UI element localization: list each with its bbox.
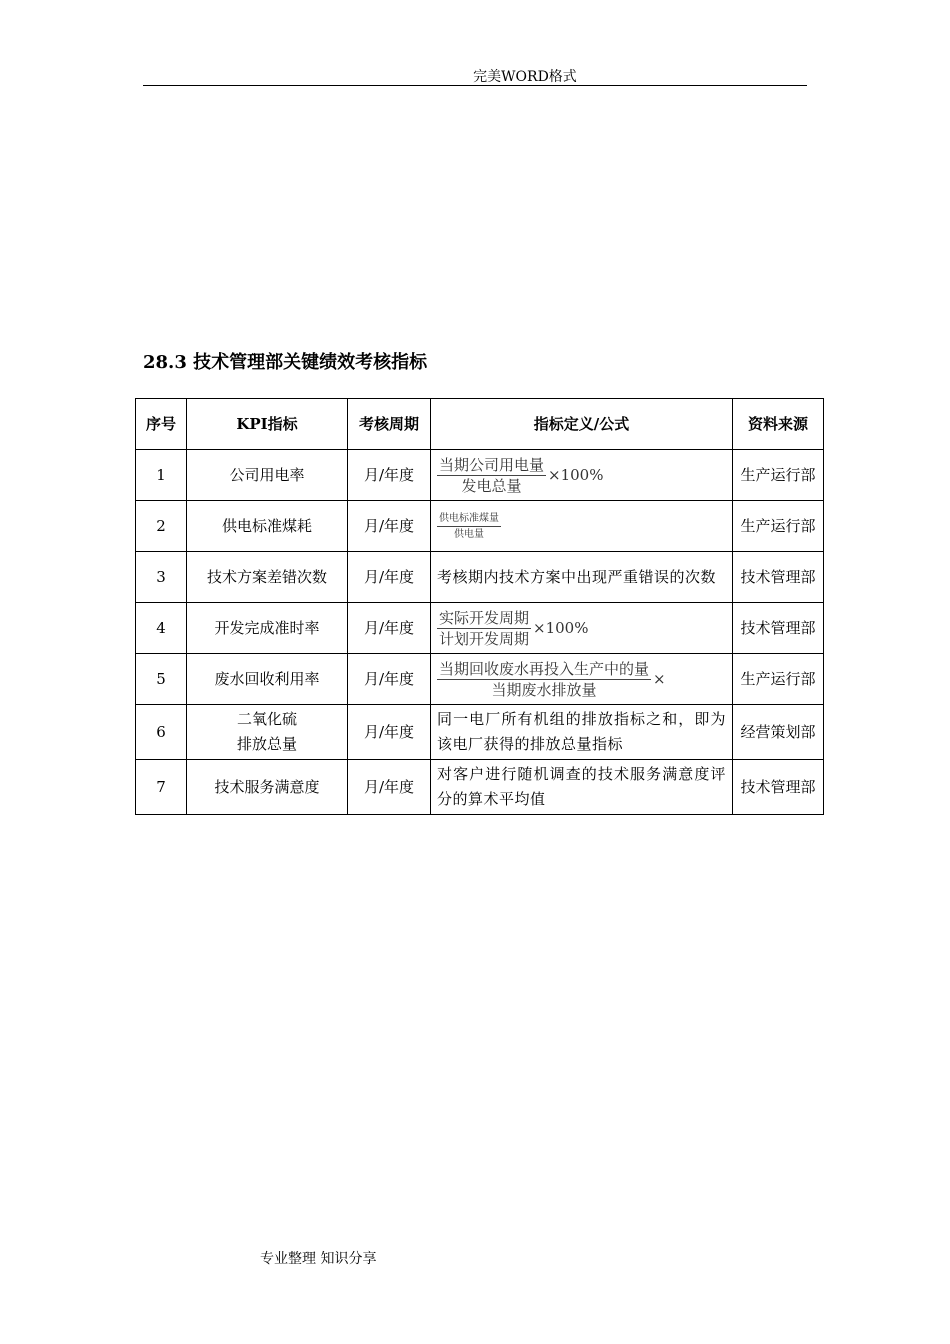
formula-denominator: 计划开发周期 <box>439 629 530 648</box>
formula-suffix: × <box>653 669 666 688</box>
row-formula <box>431 450 733 501</box>
table-row <box>136 552 824 603</box>
row-source: 经营策划部 <box>733 705 824 760</box>
column-header-kpi: KPI指标 <box>187 399 348 450</box>
table-row <box>136 450 824 501</box>
formula-numerator: 当期回收废水再投入生产中的量 <box>439 659 650 678</box>
page-footer: 专业整理 知识分享 <box>260 1251 377 1267</box>
row-no: 4 <box>136 603 187 654</box>
row-period: 月/年度 <box>348 552 431 603</box>
row-no: 7 <box>136 760 187 815</box>
row-no: 3 <box>136 552 187 603</box>
row-formula <box>431 501 733 552</box>
column-header-definition: 指标定义/公式 <box>431 399 733 450</box>
row-formula <box>431 603 733 654</box>
table-row <box>136 501 824 552</box>
row-kpi: 技术方案差错次数 <box>187 552 348 603</box>
row-no: 6 <box>136 705 187 760</box>
row-kpi <box>187 705 348 760</box>
row-source: 生产运行部 <box>733 501 824 552</box>
table-header-row <box>136 399 824 450</box>
row-definition: 对客户进行随机调查的技术服务满意度评分的算术平均值 <box>431 760 733 815</box>
row-definition: 考核期内技术方案中出现严重错误的次数 <box>431 552 733 603</box>
formula-fraction <box>437 659 651 700</box>
row-period: 月/年度 <box>348 501 431 552</box>
formula-numerator: 当期公司用电量 <box>439 455 545 474</box>
row-definition: 同一电厂所有机组的排放指标之和，即为该电厂获得的排放总量指标 <box>431 705 733 760</box>
column-header-no: 序号 <box>136 399 187 450</box>
column-header-source: 资料来源 <box>733 399 824 450</box>
row-kpi: 开发完成准时率 <box>187 603 348 654</box>
column-header-period: 考核周期 <box>348 399 431 450</box>
row-formula <box>431 654 733 705</box>
formula-denominator: 当期废水排放量 <box>491 680 597 699</box>
row-source: 技术管理部 <box>733 552 824 603</box>
formula-suffix: ×100% <box>533 618 589 637</box>
row-source: 技术管理部 <box>733 603 824 654</box>
formula-fraction <box>437 608 531 649</box>
table-row <box>136 705 824 760</box>
formula-fraction <box>437 455 546 496</box>
kpi-table <box>135 398 824 815</box>
row-kpi: 公司用电率 <box>187 450 348 501</box>
row-period: 月/年度 <box>348 705 431 760</box>
section-title: 28.3 技术管理部关键绩效考核指标 <box>143 352 428 373</box>
formula-fraction <box>437 511 501 542</box>
row-no: 5 <box>136 654 187 705</box>
row-period: 月/年度 <box>348 450 431 501</box>
row-kpi: 供电标准煤耗 <box>187 501 348 552</box>
formula-denominator: 供电量 <box>454 528 484 540</box>
header-rule <box>143 85 807 86</box>
row-kpi: 废水回收利用率 <box>187 654 348 705</box>
formula-suffix: ×100% <box>548 465 604 484</box>
row-no: 2 <box>136 501 187 552</box>
table-row <box>136 760 824 815</box>
formula-numerator: 供电标准煤量 <box>437 511 501 527</box>
row-kpi-line1: 二氧化硫 <box>236 710 297 728</box>
row-period: 月/年度 <box>348 603 431 654</box>
page-header: 完美WORD格式 <box>473 69 577 85</box>
row-kpi-line2: 排放总量 <box>236 735 297 753</box>
row-source: 技术管理部 <box>733 760 824 815</box>
formula-denominator: 发电总量 <box>461 476 522 495</box>
formula-numerator: 实际开发周期 <box>439 608 530 627</box>
row-no: 1 <box>136 450 187 501</box>
row-period: 月/年度 <box>348 654 431 705</box>
table-row <box>136 654 824 705</box>
table-row <box>136 603 824 654</box>
row-source: 生产运行部 <box>733 654 824 705</box>
row-kpi: 技术服务满意度 <box>187 760 348 815</box>
row-period: 月/年度 <box>348 760 431 815</box>
row-source: 生产运行部 <box>733 450 824 501</box>
